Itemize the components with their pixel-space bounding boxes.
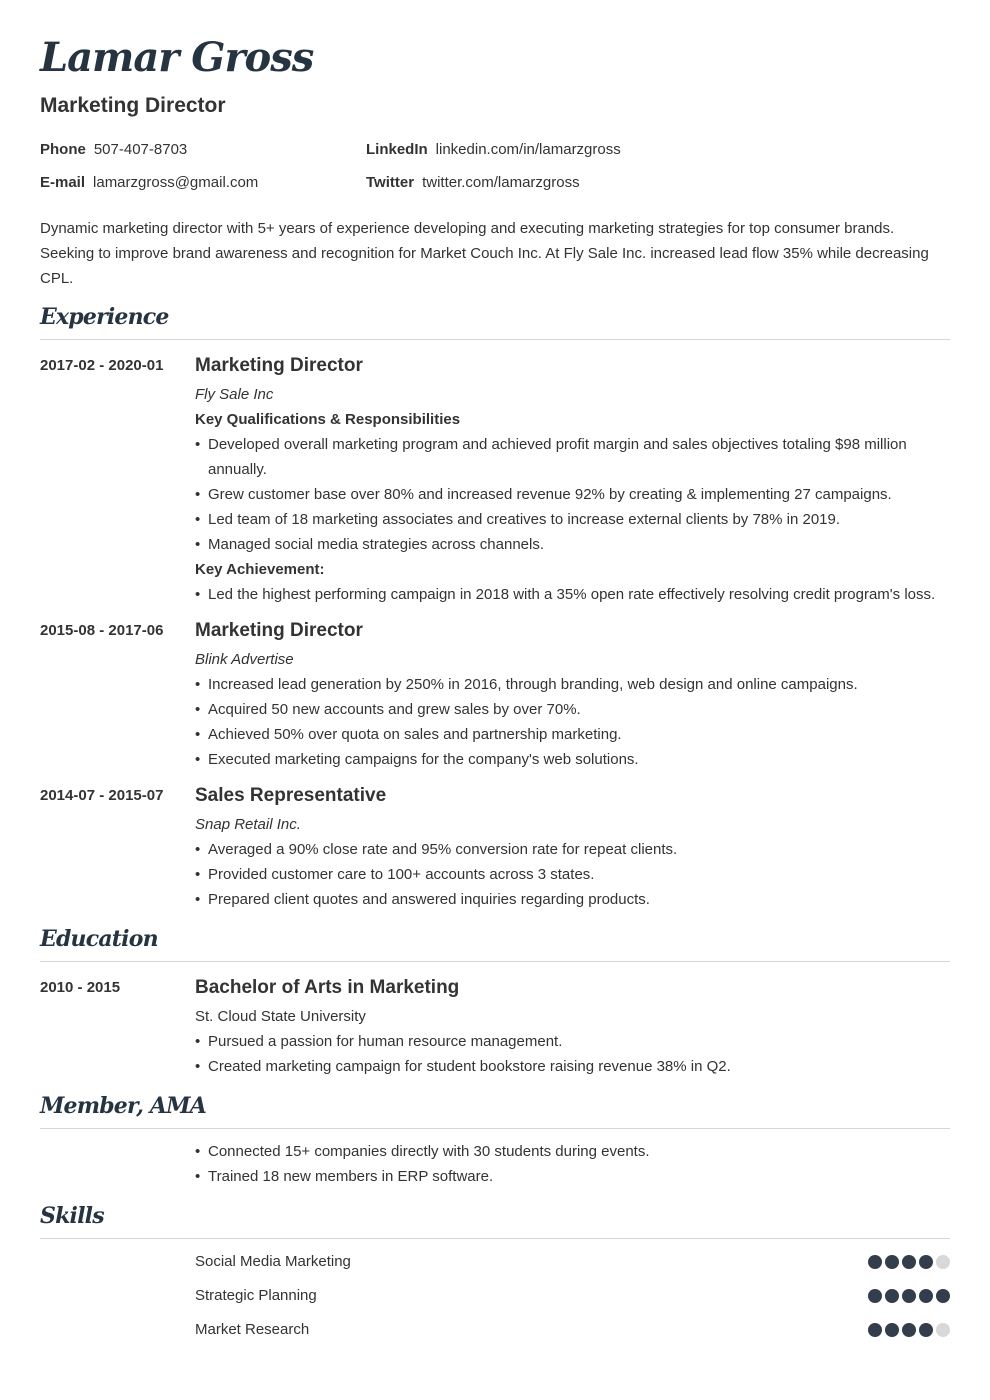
contact-phone (40, 141, 187, 158)
job-bullet: • Executed marketing campaigns for the company's web solutions. (195, 747, 950, 772)
job-company: Blink Advertise (195, 651, 294, 668)
rating-dot-empty (936, 1255, 950, 1269)
job-bullet: • Achieved 50% over quota on sales and partnership marketing. (195, 722, 950, 747)
rating-dot-filled (868, 1289, 882, 1303)
linkedin-value: linkedin.com/in/lamarzgross (435, 141, 621, 158)
education-bullet: • Created marketing campaign for student bookstore raising revenue 38% in Q2. (195, 1054, 950, 1079)
membership-divider (40, 1128, 950, 1129)
membership-bullet: • Trained 18 new members in ERP software. (195, 1164, 950, 1189)
job-title: Marketing Director (195, 355, 363, 376)
job-bullet: • Increased lead generation by 250% in 2016, through branding, web design and online campaigns. (195, 672, 950, 697)
skill-name: Market Research (195, 1321, 310, 1338)
job-bullet: • Provided customer care to 100+ accounts across 3 states. (195, 862, 950, 887)
job-bullet: • Prepared client quotes and answered inquiries regarding products. (195, 887, 950, 912)
rating-dot-filled (885, 1323, 899, 1337)
skill-name: Social Media Marketing (195, 1253, 351, 1270)
job-bullet: • Led team of 18 marketing associates and creatives to increase external clients by 78% in 2019. (195, 507, 950, 532)
job-bullet: • Grew customer base over 80% and increased revenue 92% by creating & implementing 27 campaigns. (195, 482, 950, 507)
skill-name: Strategic Planning (195, 1287, 317, 1304)
responsibilities-label: Key Qualifications & Responsibilities (195, 411, 461, 428)
education-bullet: • Pursued a passion for human resource management. (195, 1029, 950, 1054)
experience-divider (40, 339, 950, 340)
achievement-bullet: • Led the highest performing campaign in 2018 with a 35% open rate effectively resolving credit program's loss. (195, 582, 950, 607)
candidate-name: Lamar Gross (40, 34, 314, 81)
rating-dot-filled (868, 1255, 882, 1269)
job-bullet: • Managed social media strategies across channels. (195, 532, 950, 557)
twitter-label: Twitter (366, 174, 415, 191)
contact-linkedin (366, 141, 621, 158)
phone-value: 507-407-8703 (93, 141, 188, 158)
skill-rating (868, 1255, 950, 1269)
skill-rating (868, 1323, 950, 1337)
phone-label: Phone (40, 141, 86, 158)
job-bullet: • Developed overall marketing program and achieved profit margin and sales objectives totaling $98 million annually. (195, 432, 950, 482)
education-divider (40, 961, 950, 962)
rating-dot-filled (868, 1323, 882, 1337)
job-dates: 2015-08 - 2017-06 (40, 622, 164, 639)
education-dates: 2010 - 2015 (40, 979, 121, 996)
job-title: Sales Representative (195, 785, 387, 806)
rating-dot-empty (936, 1323, 950, 1337)
candidate-title: Marketing Director (40, 94, 226, 117)
skills-heading: Skills (40, 1203, 104, 1229)
rating-dot-filled (902, 1323, 916, 1337)
skill-rating (868, 1289, 950, 1303)
membership-bullet: • Connected 15+ companies directly with 30 students during events. (195, 1139, 950, 1164)
rating-dot-filled (902, 1255, 916, 1269)
job-dates: 2017-02 - 2020-01 (40, 357, 164, 374)
linkedin-label: LinkedIn (366, 141, 428, 158)
contact-twitter (366, 174, 580, 191)
rating-dot-filled (919, 1289, 933, 1303)
twitter-value: twitter.com/lamarzgross (422, 174, 580, 191)
experience-heading: Experience (40, 304, 169, 330)
summary-text: Dynamic marketing director with 5+ years of experience developing and executing marketing strategies for top consumer brands. Seeking to improve brand awareness and recognition for Market Couch Inc. At Fly Sale Inc. increased lead flow 35% while decreasing CPL. (40, 220, 929, 287)
rating-dot-filled (936, 1289, 950, 1303)
contact-email (40, 174, 258, 191)
job-title: Marketing Director (195, 620, 363, 641)
membership-heading: Member, AMA (40, 1093, 207, 1119)
achievement-label: Key Achievement: (195, 561, 325, 578)
job-bullet: • Acquired 50 new accounts and grew sales by over 70%. (195, 697, 950, 722)
rating-dot-filled (902, 1289, 916, 1303)
job-dates: 2014-07 - 2015-07 (40, 787, 164, 804)
job-company: Snap Retail Inc. (195, 816, 301, 833)
rating-dot-filled (919, 1323, 933, 1337)
education-degree: Bachelor of Arts in Marketing (195, 977, 460, 998)
education-school: St. Cloud State University (195, 1008, 366, 1025)
job-company: Fly Sale Inc (195, 386, 274, 403)
email-value: lamarzgross@gmail.com (93, 174, 259, 191)
rating-dot-filled (919, 1255, 933, 1269)
rating-dot-filled (885, 1289, 899, 1303)
education-heading: Education (40, 926, 158, 952)
job-bullet: • Averaged a 90% close rate and 95% conversion rate for repeat clients. (195, 837, 950, 862)
rating-dot-filled (885, 1255, 899, 1269)
email-label: E-mail (40, 174, 86, 191)
skills-divider (40, 1238, 950, 1239)
